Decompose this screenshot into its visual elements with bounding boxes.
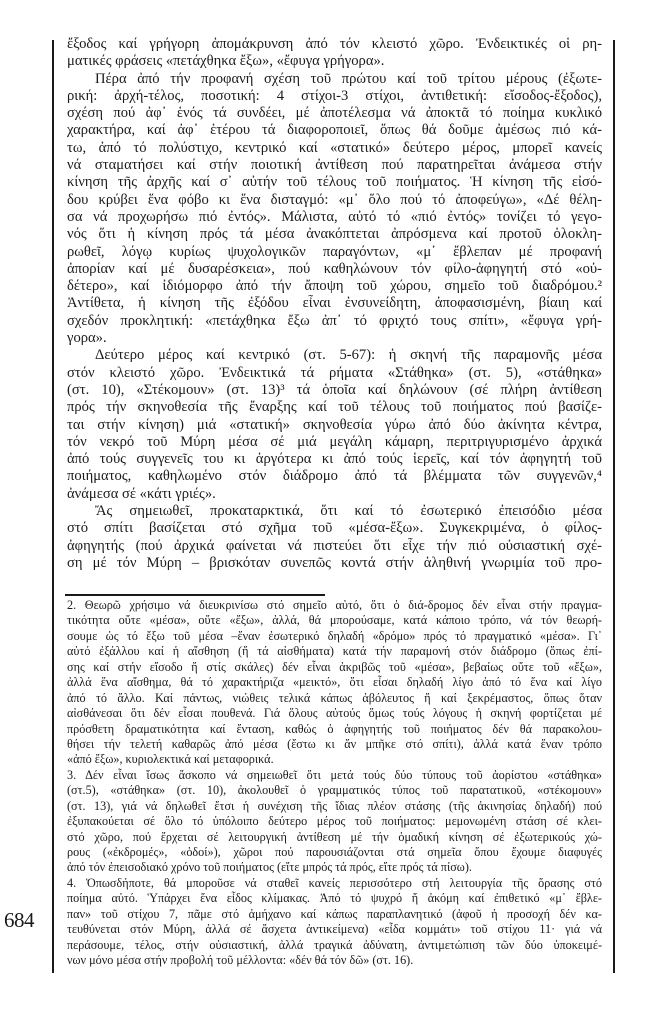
- body-line: δέτερο», καί ἰδιόμορφο ἀπό τήν ἄποψη τοῦ χώρου, σημεῖο τοῦ διαδρόμου.²: [67, 278, 602, 295]
- footnote-2-line: 2. Θεωρῶ χρήσιμο νά διευκρινίσω στό σημεῖο αὐτό, ὅτι ὁ διά-δρομος δέν εἶναι στήν πραγμα-: [67, 598, 602, 612]
- body-line: τόν νεκρό τοῦ Μύρη μέσα σέ μιά μεγάλη κάμαρη, περιτριγυρισμένο ἀρχικά: [67, 433, 602, 450]
- footnote-2-line: αἰσθάνεσαι ὅτι δέν εἶσαι πουθενά. Γιά ὅλους αὐτούς ὅμως τούς λόγους ἡ σκηνή φορτίζεται μέ: [67, 706, 602, 721]
- body-line: ρωθεῖ, λόγῳ κυρίως ψυχολογικῶν παραγόντων, «μ᾽ ἔβλεπαν μέ προφανή: [67, 243, 602, 260]
- paragraph-start-line: Ἄς σημειωθεῖ, προκαταρκτικά, ὅτι καί τό ἐσωτερικό ἐπεισόδιο μέσα: [95, 503, 602, 520]
- body-line: σα νά προχωρήσω πιό ἐντός». Μάλιστα, αὐτό τό «πιό ἐντός» τονίζει τό γεγο-: [67, 208, 602, 225]
- footnote-4-line: περάσουμε, τέλος, στήν οὐσιαστική, ἀλλά τραγικά ἀδύνατη, ἀντιμετώπιση τῶν δύο ὑποκειμέ-: [67, 937, 602, 952]
- footnote-3-line: 3. Δέν εἶναι ἴσως ἄσκοπο νά σημειωθεῖ ὅτι μετά τούς δύο τύπους τοῦ ἀορίστου «στάθηκα»: [67, 767, 602, 782]
- footnote-3-line: ἐξυπακούεται σέ ὅλο τό ὑπόλοιπο δεύτερο μέρος τοῦ ποιήματος: μεμονωμένη στάση σέ κλει-: [67, 814, 602, 829]
- body-line: ση μέ τόν Μύρη – βρισκόταν συνεπῶς κοντά στήν ἀληθινή γνωριμία τοῦ προ-: [67, 554, 602, 571]
- main-body-text: [67, 36, 602, 572]
- body-line: ἔξοδος καί γρήγορη ἀπομάκρυνση ἀπό τόν κλειστό χῶρο. Ἐνδεικτικές οἱ ρη-: [67, 36, 602, 52]
- body-line: κίνηση τῆς ἀρχῆς καί σ᾽ αὐτήν τοῦ τέλους τοῦ ποιήματος. Ἡ κίνηση τῆς εἰσό-: [67, 174, 602, 191]
- paragraph-start-line: Δεύτερο μέρος καί κεντρικό (στ. 5-67): ἡ σκηνή τῆς παραμονῆς μέσα: [95, 347, 602, 364]
- footnote-2-line: ἀλλά ἕνα αἴσθημα, θά τό χαρακτήριζα «μεικτό», ὅτι εἶσαι δηλαδή λίγο ἀπό τό ἕνα καί λίγο: [67, 675, 602, 690]
- body-line: ἀφηγητής (πού ἀρχικά φαίνεται νά πιστεύει ὅτι εἶχε τήν πιό οὐσιαστική σχέ-: [67, 537, 602, 554]
- footnote-3-line: (στ.5), «στάθηκα» (στ. 10), ἀκολουθεῖ ὁ γραμματικός τύπος τοῦ παρατατικοῦ, «στέκομουν»: [67, 783, 602, 798]
- footnote-3-line: ρους («ἐκδρομές», «ὁδοί»), χῶροι πού παρουσιάζονται στά σημεῖα ὅπου ἔχουμε διαφυγές: [67, 845, 602, 859]
- footnote-4-line: παν» τοῦ στίχου 7, πᾶμε στό ἀμήχανο καί κάπως παραπλανητικό (ἀφοῦ ἡ προσοχή δέν κα-: [67, 906, 602, 921]
- body-line: τω, ἀπό τό πολύστιχο, κεντρικό καί «στατικό» δεύτερο μέρος, μπορεῖ κανείς: [67, 139, 602, 156]
- footnote-3-line: (στ. 13), γιά νά δηλωθεῖ ἔτσι ἡ συνέχιση τῆς ἴδιας πλέον στάσης (τῆς ἀκινησίας δηλαδή) πού: [67, 798, 602, 813]
- body-line: ἀπό τούς συγγενεῖς του κι ἀργότερα κι ἀπό τούς ἱερεῖς, καί τόν ἀφηγητή τοῦ: [67, 451, 602, 468]
- footnote-2-line: «ἀπό ἔξω», κυριολεκτικά καί μεταφορικά.: [67, 752, 274, 767]
- body-line: ποιήματος, καθηλωμένο στόν διάδρομο ἀπό τά βλέμματα τῶν συγγενῶν,⁴: [67, 468, 602, 485]
- body-line: σχέση πού ἀφ᾽ ἑνός τά συνδέει, μέ ἀποτέλεσμα νά ἀποκτᾶ τό ποίημα κυκλικό: [67, 105, 602, 122]
- body-line: Ἀντίθετα, ἡ κίνηση τῆς ἐξόδου εἶναι ἐνσυνείδητη, ἀποφασισμένη, βίαιη καί: [67, 295, 602, 312]
- body-line: (στ. 10), «Στέκομουν» (στ. 13)³ τά ὁποῖα καί δηλώνουν (σέ πλήρη ἀντίθεση: [67, 381, 602, 398]
- footnote-2-line: αὐτό ἐξάλλου καί ἡ αἴσθηση (ἤ τά αἰσθήματα) κατά τήν παραμονή στόν διάδρομο (ὅπως ἐπί-: [67, 644, 602, 659]
- paragraph-start-line: Πέρα ἀπό τήν προφανή σχέση τοῦ πρώτου καί τοῦ τρίτου μέρους (ἐξωτε-: [95, 70, 602, 87]
- left-margin-rule: [52, 40, 54, 973]
- footnote-2-line: ἀπό τό ἄλλο. Καί πάντως, νιώθεις τελικά κάπως ἀβόλευτος ἤ καί ξεκρέμαστος, ὅπως ὅταν: [67, 690, 602, 705]
- body-line: νός ὅτι ἡ κίνηση πρός τά μέσα ἀνακόπτεται ἀπρόσμενα καί προτοῦ ὁλοκλη-: [67, 226, 602, 243]
- body-line: στό σπίτι βασίζεται στό σχῆμα τοῦ «μέσα-ἔξω». Συγκεκριμένα, ὁ φίλος-: [67, 520, 602, 537]
- body-line: στόν κλειστό χῶρο. Ἐνδεικτικά τά ρήματα «Στάθηκα» (στ. 5), «στάθηκα»: [67, 364, 602, 381]
- footnotes-section: [67, 598, 602, 969]
- footnote-2-line: θήσει τήν τελετή καθαρῶς ἀπό μέσα (ἔστω κι ἄν μπῆκε στό σπίτι), ἀλλά κατά ἕναν τρόπο: [67, 736, 602, 751]
- body-line: ἀπορίαν καί μέ δυσαρέσκεια», πού καθηλώνουν τόν φίλο-ἀφηγητή στό «οὐ-: [67, 260, 602, 277]
- footnote-3-line: στό χῶρο, πού ἔρχεται σέ λειτουργική ἀντίθεση μέ τήν ὁμαδική κίνηση σέ ἐξωτερικούς χώ-: [67, 829, 602, 844]
- body-line: ματικές φράσεις «πετάχθηκα ἔξω», «ἔφυγα γρήγορα».: [67, 53, 385, 70]
- footnote-4-line: τευθύνεται στόν Μύρη, ἀλλά σέ ἄσχετα ἀντικείμενα) «εἶδα κομμάτι» τοῦ στίχου 11· γιά νά: [67, 922, 602, 937]
- footnote-4-line: νων μόνο μέσα στήν προβολή τοῦ μέλλοντα: «δέν θά τόν δῶ» (στ. 16).: [67, 953, 414, 968]
- body-line: δου κρύβει ἕνα φόβο κι ἕνα δισταγμό: «μ᾽ ὅλο πού τό ἀποφεύγω», «Δέ θέλη-: [67, 191, 602, 208]
- footnote-2-line: πρόσθετη δραματικότητα καί ἔνταση, καθώς ὁ ἀφηγητής τοῦ ποιήματος δέν θά παρακολου-: [67, 721, 602, 736]
- body-line: ἀνάμεσα σέ «κάτι γριές».: [67, 485, 216, 502]
- body-line: πρός τήν σκηνοθεσία τῆς ἔναρξης καί τοῦ τέλους τοῦ ποιήματος πού βασίζε-: [67, 399, 602, 416]
- footnote-separator-rule: [65, 594, 325, 596]
- right-margin-rule: [613, 40, 615, 973]
- body-line: ται στήν κίνηση) μιά «στατική» σκηνοθεσία γύρω ἀπό δύο ἀκίνητα κέντρα,: [67, 416, 602, 433]
- body-line: χαρακτήρα, καί ἀφ᾽ ἑτέρου τά διαφοροποιεῖ, ὅπως θά δοῦμε ἀμέσως πιό κά-: [67, 122, 602, 139]
- footnote-2-line: σουμε ὡς τό ἔξω τοῦ μέσα –ἕναν ἐσωτερικό δηλαδή «δρόμο» πρός τό πραγματικό «μέσα». Γι᾽: [67, 628, 602, 643]
- body-line: νά σταματήσει καί στήν ποιοτική ἀντίθεση πού παρατηρεῖται ἀνάμεσα στήν: [67, 157, 602, 174]
- body-line: γορα».: [67, 330, 107, 347]
- body-line: ρική: ἀρχή-τέλος, ποσοτική: 4 στίχοι-3 στίχοι, ἀντιθετική: εἴσοδος-ἔξοδος),: [67, 87, 602, 104]
- footnote-4-line: ποίημα αὐτό. Ὑπάρχει ἕνα εἶδος κλίμακας. Ἀπό τό ψυχρό ἤ ἀκόμη καί ἐπιθετικό «μ᾽ ἔβλε-: [67, 891, 602, 906]
- footnote-4-line: 4. Ὁπωσδήποτε, θά μποροῦσε νά σταθεῖ κανείς περισσότερο στή λειτουργία τῆς ὅρασης στό: [67, 875, 602, 890]
- footnote-2-line: σης καί στήν εἴσοδο ἤ στίς σκάλες) δέν εἶναι ἀκριβῶς τοῦ «μέσα», βεβαίως οὔτε τοῦ «ἔξω»,: [67, 659, 602, 674]
- body-line: σχεδόν προκλητική: «πετάχθηκα ἔξω ἀπ᾽ τό φριχτό τους σπίτι», «ἔφυγα γρή-: [67, 312, 602, 329]
- footnote-2-line: τικότητα οὔτε «μέσα», οὔτε «ἔξω», ἀλλά, θά μπορούσαμε, κατά κάποιο τρόπο, νά τόν θεωρή-: [67, 613, 602, 628]
- page-number: 684: [4, 908, 34, 932]
- footnote-3-line: ἀπό τόν ἐπεισοδιακό χρόνο τοῦ ποιήματος (εἴτε μπρός τά πρός, εἴτε πρός τά πίσω).: [67, 860, 472, 875]
